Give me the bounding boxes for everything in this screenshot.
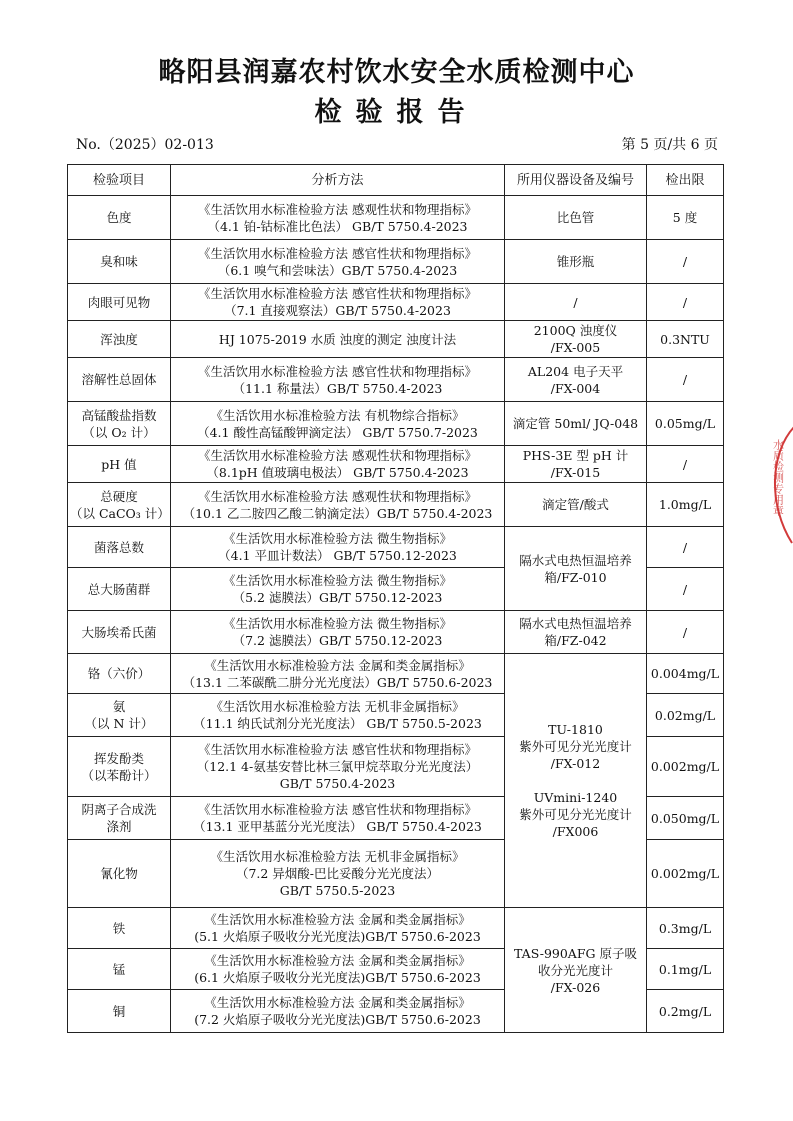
method-line: （5.2 滤膜法）GB/T 5750.12-2023 bbox=[232, 590, 443, 605]
results-table bbox=[67, 164, 724, 1033]
table-row bbox=[68, 483, 724, 527]
method-line: 《生活饮用水标准检验方法 金属和类金属指标》 bbox=[204, 953, 471, 968]
method-line: 《生活饮用水标准检验方法 微生物指标》 bbox=[223, 531, 452, 546]
method-line: 《生活饮用水标准检验方法 金属和类金属指标》 bbox=[204, 657, 471, 673]
detection-limit-cell: / bbox=[647, 568, 724, 611]
method-line: 《生活饮用水标准检验方法 感观性状和物理指标》 bbox=[198, 201, 477, 217]
page-info: 第 5 页/共 6 页 bbox=[621, 137, 718, 153]
test-item-cell bbox=[68, 483, 171, 527]
method-cell bbox=[171, 694, 505, 737]
method-cell bbox=[171, 654, 505, 694]
test-item-line: 菌落总数 bbox=[93, 539, 144, 555]
detection-limit-cell: 1.0mg/L bbox=[647, 483, 724, 527]
detection-limit-cell: / bbox=[647, 358, 724, 402]
method-line: （11.1 纳氏试剂分光光度法） GB/T 5750.5-2023 bbox=[193, 716, 482, 731]
test-item-line: 臭和味 bbox=[100, 254, 138, 269]
method-cell bbox=[171, 908, 505, 949]
instrument-cell bbox=[505, 358, 647, 402]
table-row bbox=[68, 527, 724, 568]
method-line: （7.2 异烟酸-巴比妥酸分光光度法） bbox=[235, 866, 440, 881]
table-row bbox=[68, 654, 724, 694]
detection-limit-cell: 0.3mg/L bbox=[647, 908, 724, 949]
instrument-line: 隔水式电热恒温培养 bbox=[519, 552, 632, 568]
table-row bbox=[68, 321, 724, 358]
method-line: 《生活饮用水标准检验方法 感官性状和物理指标》 bbox=[198, 245, 477, 261]
test-item-line: 铜 bbox=[112, 1003, 126, 1019]
test-item-cell bbox=[68, 694, 171, 737]
instrument-line: 箱/FZ-010 bbox=[544, 569, 607, 585]
test-item-line: 浑浊度 bbox=[100, 331, 138, 347]
test-item-cell bbox=[68, 840, 171, 908]
test-item-cell bbox=[68, 446, 171, 483]
method-line: 《生活饮用水标准检验方法 感官性状和物理指标》 bbox=[198, 802, 477, 817]
method-line: （4.1 铂-钴标准比色法） GB/T 5750.4-2023 bbox=[207, 218, 468, 234]
table-row bbox=[68, 446, 724, 483]
instrument-line bbox=[507, 772, 644, 789]
instrument-line: 紫外可见分光光度计 bbox=[519, 739, 632, 754]
instrument-cell bbox=[505, 284, 647, 321]
detection-limit-cell: 0.002mg/L bbox=[647, 737, 724, 797]
test-item-line: 肉眼可见物 bbox=[87, 294, 151, 310]
instrument-line: /FX006 bbox=[552, 824, 599, 839]
instrument-cell bbox=[505, 446, 647, 483]
method-cell bbox=[171, 196, 505, 240]
method-line: (6.1 火焰原子吸收分光光度法)GB/T 5750.6-2023 bbox=[194, 970, 481, 985]
instrument-cell bbox=[505, 611, 647, 654]
method-cell bbox=[171, 321, 505, 358]
test-item-cell bbox=[68, 949, 171, 990]
stamp-fragment bbox=[764, 425, 793, 545]
table-row bbox=[68, 240, 724, 284]
instrument-cell bbox=[505, 483, 647, 527]
column-header: 检验项目 bbox=[68, 165, 171, 196]
report-number: No.（2025）02-013 bbox=[76, 137, 214, 153]
method-line: （7.1 直接观察法）GB/T 5750.4-2023 bbox=[224, 303, 451, 318]
test-item-line: （以 O₂ 计） bbox=[82, 424, 156, 440]
method-line: （13.1 亚甲基蓝分光光度法） GB/T 5750.4-2023 bbox=[193, 819, 482, 834]
test-item-line: 锰 bbox=[112, 961, 126, 977]
test-item-cell bbox=[68, 568, 171, 611]
table-row bbox=[68, 196, 724, 240]
instrument-line: 隔水式电热恒温培养 bbox=[519, 616, 632, 631]
detection-limit-cell: 0.1mg/L bbox=[647, 949, 724, 990]
method-cell bbox=[171, 737, 505, 797]
detection-limit-cell: 0.2mg/L bbox=[647, 990, 724, 1033]
method-line: 《生活饮用水标准检验方法 无机非金属指标》 bbox=[210, 699, 465, 714]
test-item-cell bbox=[68, 240, 171, 284]
instrument-cell bbox=[505, 654, 647, 908]
method-cell bbox=[171, 527, 505, 568]
instrument-line: 2100Q 浊度仪 bbox=[533, 323, 618, 338]
test-item-line: pH 值 bbox=[101, 456, 137, 472]
test-item-cell bbox=[68, 321, 171, 358]
method-line: 《生活饮用水标准检验方法 感观性状和物理指标》 bbox=[198, 448, 477, 463]
method-line: 《生活饮用水标准检验方法 感官性状和物理指标》 bbox=[198, 286, 477, 301]
instrument-line: 锥形瓶 bbox=[556, 254, 595, 269]
detection-limit-cell: 0.3NTU bbox=[647, 321, 724, 358]
test-item-line: 总硬度 bbox=[100, 488, 138, 504]
test-item-cell bbox=[68, 196, 171, 240]
method-line: （8.1pH 值玻璃电极法） GB/T 5750.4-2023 bbox=[206, 465, 469, 480]
method-line: (7.2 火焰原子吸收分光光度法)GB/T 5750.6-2023 bbox=[194, 1012, 481, 1027]
table-row bbox=[68, 611, 724, 654]
instrument-cell bbox=[505, 321, 647, 358]
test-item-line: （以 N 计） bbox=[84, 716, 154, 731]
column-header: 检出限 bbox=[647, 165, 724, 196]
method-line: （7.2 滤膜法）GB/T 5750.12-2023 bbox=[232, 633, 443, 648]
detection-limit-cell: 0.002mg/L bbox=[647, 840, 724, 908]
test-item-line: 氨 bbox=[112, 699, 126, 714]
test-item-cell bbox=[68, 358, 171, 402]
test-item-cell bbox=[68, 402, 171, 446]
method-line: GB/T 5750.5-2023 bbox=[279, 883, 396, 898]
test-item-cell bbox=[68, 908, 171, 949]
table-row bbox=[68, 402, 724, 446]
method-cell bbox=[171, 402, 505, 446]
instrument-line: TU-1810 bbox=[548, 722, 603, 737]
method-line: （4.1 酸性高锰酸钾滴定法） GB/T 5750.7-2023 bbox=[197, 424, 478, 440]
method-line: 《生活饮用水标准检验方法 无机非金属指标》 bbox=[210, 849, 465, 864]
instrument-line: /FX-004 bbox=[550, 380, 601, 396]
method-line: 《生活饮用水标准检验方法 感观性状和物理指标》 bbox=[198, 488, 477, 504]
test-item-line: 铁 bbox=[112, 920, 126, 936]
method-line: 《生活饮用水标准检验方法 微生物指标》 bbox=[223, 616, 452, 631]
instrument-line: AL204 电子天平 bbox=[527, 363, 624, 379]
method-cell bbox=[171, 568, 505, 611]
test-item-cell bbox=[68, 797, 171, 840]
instrument-line: 箱/FZ-042 bbox=[544, 633, 607, 648]
method-line: 《生活饮用水标准检验方法 感官性状和物理指标》 bbox=[198, 742, 477, 757]
method-line: （4.1 平皿计数法） GB/T 5750.12-2023 bbox=[218, 548, 457, 563]
table-row bbox=[68, 284, 724, 321]
instrument-line: 滴定管 50ml/ JQ-048 bbox=[512, 416, 639, 431]
detection-limit-cell: 5 度 bbox=[647, 196, 724, 240]
instrument-line: 收分光光度计 bbox=[537, 962, 613, 978]
instrument-line: /FX-015 bbox=[550, 465, 601, 480]
instrument-line: / bbox=[573, 294, 578, 310]
method-line: （6.1 嗅气和尝味法）GB/T 5750.4-2023 bbox=[217, 262, 458, 278]
instrument-line: /FX-005 bbox=[550, 340, 601, 355]
stamp-text: 水质检测专用章 bbox=[771, 439, 785, 516]
test-item-cell bbox=[68, 284, 171, 321]
method-line: 《生活饮用水标准检验方法 微生物指标》 bbox=[223, 573, 452, 588]
test-item-line: 涤剂 bbox=[106, 819, 132, 834]
method-line: 《生活饮用水标准检验方法 感官性状和物理指标》 bbox=[198, 363, 477, 379]
method-line: 《生活饮用水标准检验方法 金属和类金属指标》 bbox=[204, 995, 471, 1010]
detection-limit-cell: / bbox=[647, 527, 724, 568]
test-item-cell bbox=[68, 611, 171, 654]
instrument-cell bbox=[505, 908, 647, 1033]
instrument-line: UVmini-1240 bbox=[533, 790, 618, 805]
method-line: （12.1 4-氨基安替比林三氯甲烷萃取分光光度法） bbox=[196, 759, 479, 774]
method-line: (5.1 火焰原子吸收分光光度法)GB/T 5750.6-2023 bbox=[194, 929, 481, 944]
test-item-line: 大肠埃希氏菌 bbox=[81, 624, 157, 640]
test-item-cell bbox=[68, 737, 171, 797]
test-item-line: 氰化物 bbox=[100, 866, 138, 881]
method-cell bbox=[171, 446, 505, 483]
test-item-cell bbox=[68, 527, 171, 568]
detection-limit-cell: 0.004mg/L bbox=[647, 654, 724, 694]
doc-title: 检验报告 bbox=[314, 97, 479, 128]
instrument-line: 紫外可见分光光度计 bbox=[519, 807, 632, 822]
detection-limit-cell: / bbox=[647, 446, 724, 483]
instrument-line: 滴定管/酸式 bbox=[542, 497, 609, 512]
test-item-line: 铬（六价） bbox=[87, 666, 151, 681]
detection-limit-cell: / bbox=[647, 284, 724, 321]
method-cell bbox=[171, 358, 505, 402]
detection-limit-cell: / bbox=[647, 240, 724, 284]
method-cell bbox=[171, 611, 505, 654]
method-line: （10.1 乙二胺四乙酸二钠滴定法）GB/T 5750.4-2023 bbox=[182, 505, 493, 521]
table-row bbox=[68, 908, 724, 949]
test-item-line: 色度 bbox=[106, 210, 132, 225]
method-cell bbox=[171, 284, 505, 321]
method-line: GB/T 5750.4-2023 bbox=[279, 776, 396, 791]
instrument-cell bbox=[505, 402, 647, 446]
method-line: HJ 1075-2019 水质 浊度的测定 浊度计法 bbox=[218, 331, 457, 347]
test-item-line: 总大肠菌群 bbox=[87, 581, 151, 597]
column-header: 所用仪器设备及编号 bbox=[505, 165, 647, 196]
method-line: （13.1 二苯碳酰二肼分光光度法）GB/T 5750.6-2023 bbox=[182, 674, 493, 690]
test-item-line: 挥发酚类 bbox=[93, 750, 144, 766]
table-row bbox=[68, 358, 724, 402]
test-item-line: （以 CaCO₃ 计） bbox=[70, 505, 170, 521]
test-item-line: （以苯酚计） bbox=[81, 767, 157, 783]
instrument-cell bbox=[505, 527, 647, 611]
method-cell bbox=[171, 240, 505, 284]
test-item-cell bbox=[68, 990, 171, 1033]
instrument-line: 比色管 bbox=[556, 210, 595, 225]
method-line: 《生活饮用水标准检验方法 金属和类金属指标》 bbox=[204, 912, 471, 927]
org-title: 略阳县润嘉农村饮水安全水质检测中心 bbox=[158, 57, 635, 88]
method-cell bbox=[171, 990, 505, 1033]
detection-limit-cell: 0.02mg/L bbox=[647, 694, 724, 737]
instrument-cell bbox=[505, 240, 647, 284]
table-header-row bbox=[68, 165, 724, 196]
detection-limit-cell: 0.05mg/L bbox=[647, 402, 724, 446]
instrument-line: /FX-026 bbox=[550, 979, 601, 995]
instrument-line: TAS-990AFG 原子吸 bbox=[514, 945, 637, 961]
instrument-cell bbox=[505, 196, 647, 240]
test-item-line: 阴离子合成洗 bbox=[81, 802, 157, 817]
test-item-line: 高锰酸盐指数 bbox=[81, 407, 157, 423]
method-cell bbox=[171, 797, 505, 840]
test-item-cell bbox=[68, 654, 171, 694]
test-item-line: 溶解性总固体 bbox=[81, 372, 157, 387]
method-cell bbox=[171, 840, 505, 908]
detection-limit-cell: 0.050mg/L bbox=[647, 797, 724, 840]
method-cell bbox=[171, 949, 505, 990]
method-line: 《生活饮用水标准检验方法 有机物综合指标》 bbox=[210, 407, 465, 423]
method-line: （11.1 称量法）GB/T 5750.4-2023 bbox=[232, 380, 443, 396]
column-header: 分析方法 bbox=[171, 165, 505, 196]
detection-limit-cell: / bbox=[647, 611, 724, 654]
method-cell bbox=[171, 483, 505, 527]
instrument-line: /FX-012 bbox=[550, 756, 601, 771]
instrument-line: PHS-3E 型 pH 计 bbox=[522, 448, 629, 463]
